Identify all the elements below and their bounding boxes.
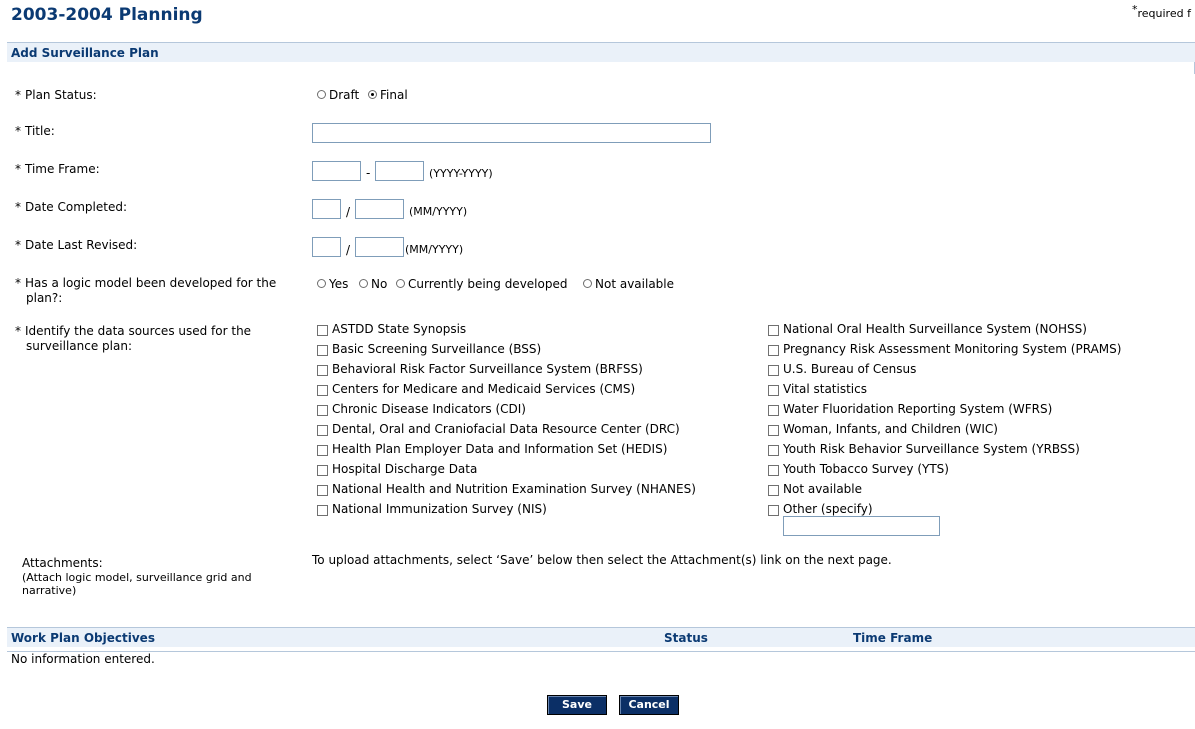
checkbox-right-6[interactable] [768,445,779,456]
time-frame-separator: - [366,166,371,180]
checkbox-label-right-2: U.S. Bureau of Census [783,362,917,376]
checkbox-label-left-1: Basic Screening Surveillance (BSS) [332,342,542,356]
required-star: * [1132,3,1138,16]
checkbox-label-right-0: National Oral Health Surveillance System (NOHSS) [783,322,1087,336]
time-frame-label: * Time Frame: [15,162,100,176]
plan-status-label: * Plan Status: [15,88,97,102]
radio-logic-developing-icon[interactable] [396,279,405,288]
date-completed-year-input[interactable] [355,199,404,219]
title-input[interactable] [312,123,711,143]
work-plan-col-timeframe: Time Frame [853,631,933,645]
title-label: * Title: [15,124,55,138]
checkbox-label-right-3: Vital statistics [783,382,867,396]
checkbox-label-right-8: Not available [783,482,863,496]
checkbox-right-2[interactable] [768,365,779,376]
time-frame-hint: (YYYY-YYYY) [429,167,493,180]
checkbox-left-0[interactable] [317,325,328,336]
checkbox-left-6[interactable] [317,445,328,456]
checkbox-left-7[interactable] [317,465,328,476]
checkbox-left-4[interactable] [317,405,328,416]
checkbox-label-right-4: Water Fluoridation Reporting System (WFRS) [783,402,1053,416]
date-revised-label: * Date Last Revised: [15,238,138,252]
date-revised-separator: / [346,243,351,257]
cancel-button[interactable]: Cancel [619,695,679,715]
checkbox-left-9[interactable] [317,505,328,516]
checkbox-left-1[interactable] [317,345,328,356]
required-note [1132,3,1191,20]
radio-logic-no-icon[interactable] [359,279,368,288]
date-completed-separator: / [346,205,351,219]
page-title: 2003-2004 Planning [11,5,203,25]
checkbox-label-right-1: Pregnancy Risk Assessment Monitoring System (PRAMS) [783,342,1122,356]
date-revised-hint: (MM/YYYY) [405,243,464,256]
time-frame-end-input[interactable] [375,161,424,181]
section-header-add-plan [7,42,1195,62]
work-plan-title: Work Plan Objectives [11,631,155,645]
checkbox-label-left-6: Health Plan Employer Data and Information Set (HEDIS) [332,442,668,456]
section-header-work-plan [7,627,1195,647]
radio-logic-not-available[interactable]: Not available [583,277,674,291]
checkbox-label-left-3: Centers for Medicare and Medicaid Services (CMS) [332,382,636,396]
work-plan-empty-text: No information entered. [11,652,155,666]
radio-final-icon[interactable] [368,90,377,99]
checkbox-label-left-0: ASTDD State Synopsis [332,322,467,336]
checkbox-label-right-6: Youth Risk Behavior Surveillance System (YRBSS) [783,442,1080,456]
checkbox-label-left-7: Hospital Discharge Data [332,462,478,476]
checkbox-right-9[interactable] [768,505,779,516]
checkbox-right-7[interactable] [768,465,779,476]
checkbox-right-8[interactable] [768,485,779,496]
radio-draft[interactable]: Draft [317,88,359,102]
required-text: required f [1137,7,1191,20]
save-button[interactable]: Save [547,695,607,715]
radio-logic-developing[interactable]: Currently being developed [396,277,567,291]
radio-logic-no[interactable]: No [359,277,387,291]
date-completed-hint: (MM/YYYY) [409,205,468,218]
checkbox-left-5[interactable] [317,425,328,436]
radio-logic-yes-icon[interactable] [317,279,326,288]
radio-logic-yes[interactable]: Yes [317,277,348,291]
checkbox-right-3[interactable] [768,385,779,396]
checkbox-label-left-4: Chronic Disease Indicators (CDI) [332,402,526,416]
checkbox-label-left-8: National Health and Nutrition Examination Survey (NHANES) [332,482,696,496]
checkbox-left-2[interactable] [317,365,328,376]
section-title: Add Surveillance Plan [11,46,159,60]
other-specify-input[interactable] [783,516,940,536]
checkbox-label-left-5: Dental, Oral and Craniofacial Data Resource Center (DRC) [332,422,680,436]
radio-logic-not-available-icon[interactable] [583,279,592,288]
date-revised-year-input[interactable] [355,237,404,257]
checkbox-right-5[interactable] [768,425,779,436]
work-plan-col-status: Status [664,631,708,645]
date-revised-month-input[interactable] [312,237,341,257]
checkbox-right-4[interactable] [768,405,779,416]
checkbox-label-left-9: National Immunization Survey (NIS) [332,502,547,516]
data-sources-label: * Identify the data sources used for the surveillance plan: [15,324,252,353]
radio-final[interactable]: Final [368,88,408,102]
attachments-instruction: To upload attachments, select ‘Save’ below then select the Attachment(s) link on the next page. [312,553,892,567]
checkbox-label-right-5: Woman, Infants, and Children (WIC) [783,422,998,436]
logic-model-label: * Has a logic model been developed for the plan?: [15,276,277,305]
checkbox-label-left-2: Behavioral Risk Factor Surveillance System (BRFSS) [332,362,643,376]
checkbox-right-0[interactable] [768,325,779,336]
checkbox-left-8[interactable] [317,485,328,496]
checkbox-right-1[interactable] [768,345,779,356]
date-completed-label: * Date Completed: [15,200,127,214]
work-plan-rule [7,651,1195,652]
attachments-sublabel: (Attach logic model, surveillance grid and narrative) [22,571,252,597]
checkbox-label-right-7: Youth Tobacco Survey (YTS) [783,462,949,476]
time-frame-start-input[interactable] [312,161,361,181]
date-completed-month-input[interactable] [312,199,341,219]
attachments-label: Attachments: [22,556,103,570]
checkbox-label-right-9: Other (specify) [783,502,873,516]
radio-draft-icon[interactable] [317,90,326,99]
checkbox-left-3[interactable] [317,385,328,396]
